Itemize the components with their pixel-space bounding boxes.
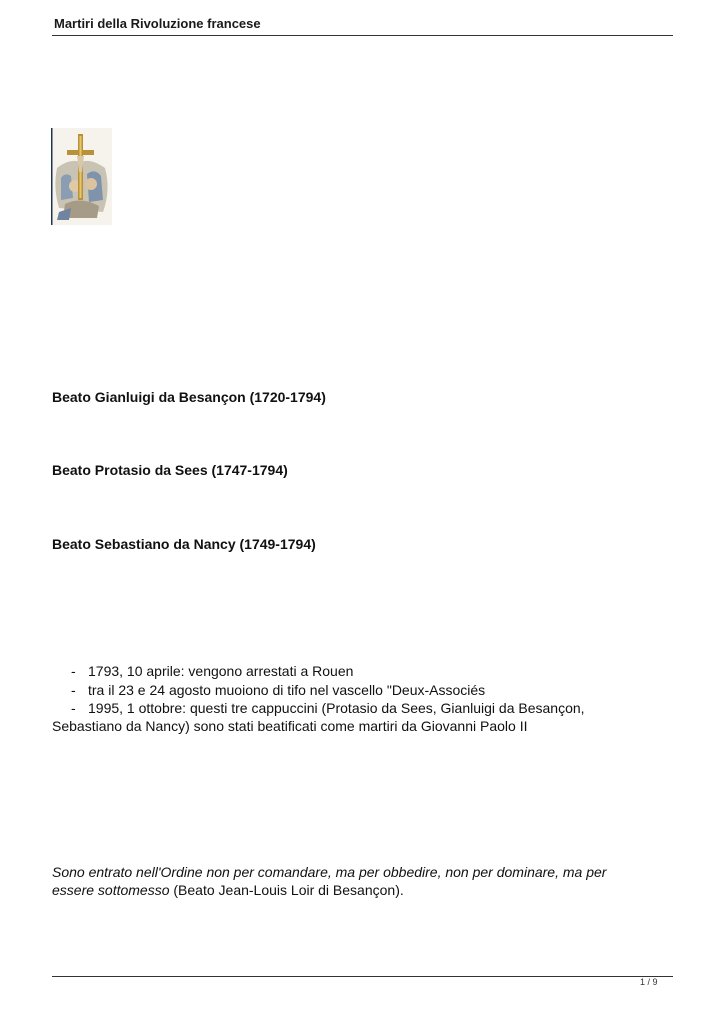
list-bullet: -: [71, 682, 76, 698]
blessed-name: Beato Gianluigi da Besançon (1720-1794): [52, 389, 326, 405]
list-bullet: -: [71, 663, 76, 679]
list-item: tra il 23 e 24 agosto muoiono di tifo nel vascello "Deux-Associés: [88, 682, 486, 698]
list-bullet: -: [71, 700, 76, 716]
quote-attribution: (Beato Jean-Louis Loir di Besançon).: [169, 882, 404, 898]
quote-text: Sono entrato nell'Ordine non per comandare, ma per obbedire, non per dominare, ma per essere sottomesso: [52, 864, 607, 898]
quote-paragraph: [52, 863, 652, 899]
blessed-title-protasio: Beato Protasio da Sees (1747-1794): [52, 462, 288, 478]
blessed-title-sebastiano: Beato Sebastiano da Nancy (1749-1794): [52, 536, 316, 552]
blessed-title-gianluigi: [52, 389, 326, 405]
list-item: 1793, 10 aprile: vengono arrestati a Rouen: [88, 663, 354, 679]
list-item-continuation: Sebastiano da Nancy) sono stati beatificati come martiri da Giovanni Paolo II: [52, 718, 528, 734]
page-header-title: Martiri della Rivoluzione francese: [54, 16, 261, 31]
header-divider: [52, 35, 673, 36]
page-number: 1 / 9: [640, 977, 658, 987]
list-item: 1995, 1 ottobre: questi tre cappuccini (Protasio da Sees, Gianluigi da Besançon,: [88, 700, 585, 716]
crucifix-martyrs-illustration-icon: [51, 128, 112, 225]
footer-divider: [52, 976, 673, 977]
